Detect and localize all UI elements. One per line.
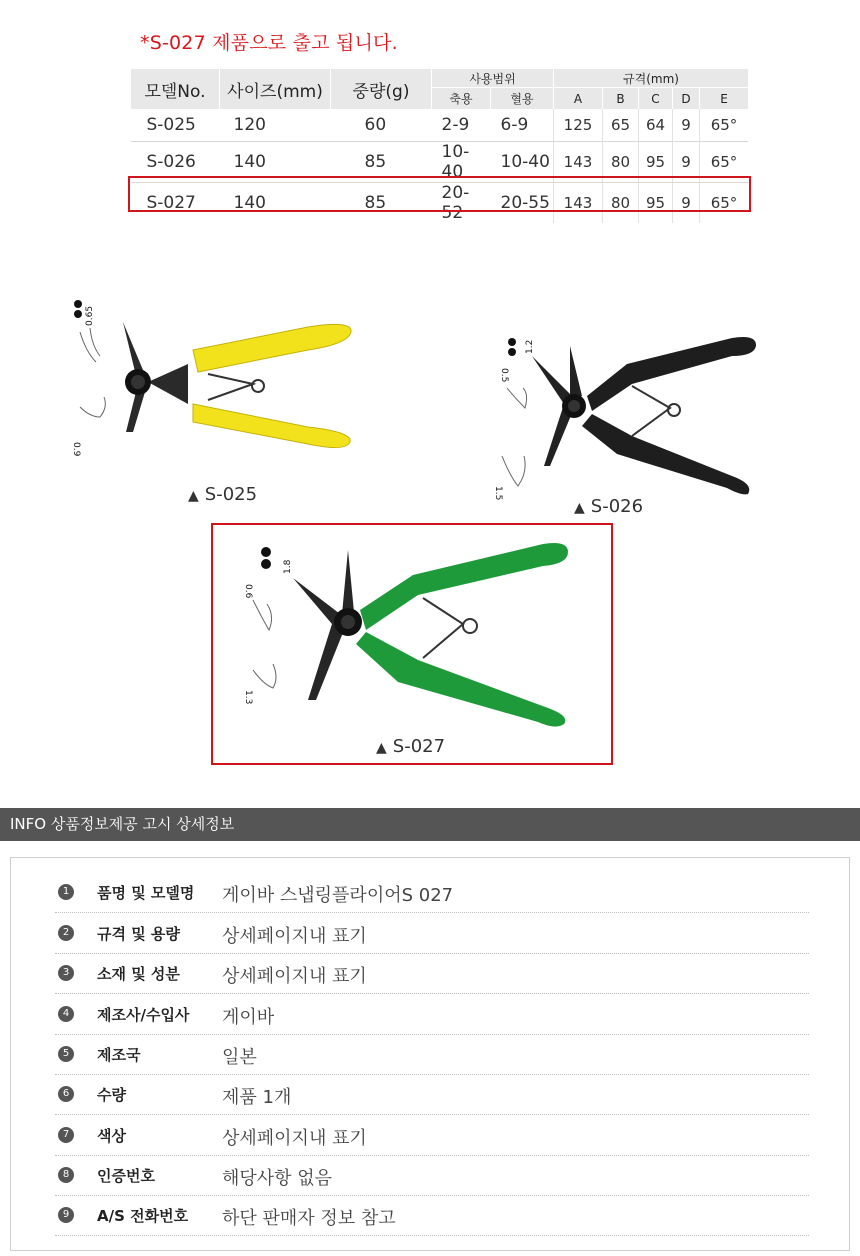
selected-row-highlight bbox=[128, 176, 751, 212]
plier-image-s027 bbox=[238, 540, 578, 730]
tip-label: 1.2 bbox=[525, 339, 535, 354]
info-key: 제조국 bbox=[97, 1046, 141, 1064]
cell-a: 125 bbox=[554, 109, 603, 142]
cell-size: 120 bbox=[220, 109, 331, 142]
header-shaft: 축용 bbox=[432, 88, 491, 109]
tip-label: 1.3 bbox=[243, 690, 253, 705]
info-row bbox=[55, 953, 809, 994]
cell-model: S-025 bbox=[131, 109, 220, 142]
cell-weight: 85 bbox=[331, 142, 432, 183]
cell-size: 140 bbox=[233, 193, 266, 213]
cell-c: 95 bbox=[639, 183, 673, 224]
product-info-notice bbox=[10, 857, 850, 1251]
caption-s025: ▲ S-025 bbox=[188, 484, 258, 505]
cell-a: 143 bbox=[554, 142, 603, 183]
info-key: 규격 및 용량 bbox=[97, 925, 180, 943]
triangle-icon: ▲ bbox=[376, 740, 387, 756]
cell-hole: 6-9 bbox=[491, 109, 554, 142]
tip-label: 0.5 bbox=[499, 368, 509, 383]
cell-model: S-026 bbox=[131, 142, 220, 183]
cell-d: 9 bbox=[673, 183, 700, 224]
header-e: E bbox=[700, 88, 749, 109]
info-row bbox=[55, 913, 809, 954]
info-row bbox=[55, 1155, 809, 1196]
tip-label: 0.6 bbox=[243, 584, 253, 599]
info-value: 제품 1개 bbox=[222, 1087, 292, 1108]
cell-e: 65° bbox=[700, 142, 749, 183]
info-value: 하단 판매자 정보 참고 bbox=[222, 1208, 396, 1229]
table-row bbox=[131, 109, 749, 142]
cell-d: 9 bbox=[673, 109, 700, 142]
cell-a: 143 bbox=[554, 183, 603, 224]
tip-label: 0.9 bbox=[71, 442, 81, 457]
number-badge: 6 bbox=[58, 1086, 74, 1102]
plier-image-s025 bbox=[68, 292, 368, 462]
cell-d: 9 bbox=[673, 142, 700, 183]
cell-b: 65 bbox=[603, 109, 639, 142]
header-range: 사용범위 bbox=[432, 69, 554, 88]
info-value: 게이바 스냅링플라이어S 027 bbox=[222, 885, 454, 906]
number-badge: 1 bbox=[58, 884, 74, 900]
cell-hole: 20-55 bbox=[500, 193, 550, 213]
shipping-notice: *S-027 제품으로 출고 됩니다. bbox=[140, 32, 398, 54]
tip-label: 1.8 bbox=[283, 559, 293, 574]
header-hole: 혈용 bbox=[491, 88, 554, 109]
number-badge: 8 bbox=[58, 1167, 74, 1183]
info-key: 수량 bbox=[97, 1086, 126, 1104]
info-row bbox=[55, 1195, 809, 1236]
handle-top bbox=[587, 337, 756, 411]
cell-b: 80 bbox=[603, 183, 639, 224]
info-value: 해당사항 없음 bbox=[222, 1168, 333, 1189]
number-badge: 3 bbox=[58, 965, 74, 981]
info-section-title: INFO 상품정보제공 고시 상세정보 bbox=[0, 808, 860, 841]
number-badge: 2 bbox=[58, 925, 74, 941]
info-value: 게이바 bbox=[222, 1007, 275, 1028]
header-size: 사이즈(mm) bbox=[220, 69, 331, 109]
cell-b: 80 bbox=[603, 142, 639, 183]
cell-weight: 85 bbox=[364, 193, 387, 213]
info-key: 소재 및 성분 bbox=[97, 965, 180, 983]
handle-bottom bbox=[193, 404, 350, 448]
tip-label: 1.5 bbox=[493, 486, 503, 501]
info-value: 상세페이지내 표기 bbox=[222, 1128, 367, 1149]
info-key: 품명 및 모델명 bbox=[97, 884, 195, 902]
cell-model: S-027 bbox=[146, 193, 196, 213]
cell-c: 64 bbox=[639, 109, 673, 142]
header-weight: 중량(g) bbox=[331, 69, 432, 109]
handle-bottom bbox=[356, 632, 565, 727]
cell-shaft: 2-9 bbox=[432, 109, 491, 142]
tip-label: 0.65 bbox=[85, 305, 95, 326]
cell-size: 140 bbox=[220, 142, 331, 183]
handle-top bbox=[193, 324, 351, 372]
cell-hole: 10-40 bbox=[491, 142, 554, 183]
cell-shaft: 20-52 bbox=[441, 183, 470, 223]
cell-e: 65° bbox=[700, 109, 749, 142]
triangle-icon: ▲ bbox=[574, 500, 585, 516]
info-row bbox=[55, 1074, 809, 1115]
info-value: 일본 bbox=[222, 1047, 257, 1068]
header-spec: 규격(mm) bbox=[554, 69, 749, 88]
triangle-icon: ▲ bbox=[188, 488, 199, 504]
header-model: 모델No. bbox=[131, 69, 220, 109]
number-badge: 5 bbox=[58, 1046, 74, 1062]
header-c: C bbox=[639, 88, 673, 109]
cell-e: 65° bbox=[700, 183, 749, 224]
cell-weight: 60 bbox=[331, 109, 432, 142]
info-row bbox=[55, 1034, 809, 1075]
info-key: A/S 전화번호 bbox=[97, 1207, 189, 1225]
handle-bottom bbox=[582, 414, 749, 494]
number-badge: 9 bbox=[58, 1207, 74, 1223]
number-badge: 4 bbox=[58, 1006, 74, 1022]
info-row bbox=[55, 1115, 809, 1156]
header-a: A bbox=[554, 88, 603, 109]
info-key: 제조사/수입사 bbox=[97, 1006, 190, 1024]
caption-s027: ▲ S-027 bbox=[376, 736, 446, 757]
info-row bbox=[55, 872, 809, 913]
info-value: 상세페이지내 표기 bbox=[222, 926, 367, 947]
cell-c: 95 bbox=[639, 142, 673, 183]
handle-top bbox=[360, 543, 568, 630]
header-b: B bbox=[603, 88, 639, 109]
cell-shaft: 10-40 bbox=[432, 142, 491, 183]
number-badge: 7 bbox=[58, 1127, 74, 1143]
info-value: 상세페이지내 표기 bbox=[222, 966, 367, 987]
plier-image-s026 bbox=[492, 326, 762, 506]
caption-s026: ▲ S-026 bbox=[574, 496, 644, 517]
info-key: 인증번호 bbox=[97, 1167, 155, 1185]
info-key: 색상 bbox=[97, 1127, 126, 1145]
header-d: D bbox=[673, 88, 700, 109]
info-row bbox=[55, 994, 809, 1035]
